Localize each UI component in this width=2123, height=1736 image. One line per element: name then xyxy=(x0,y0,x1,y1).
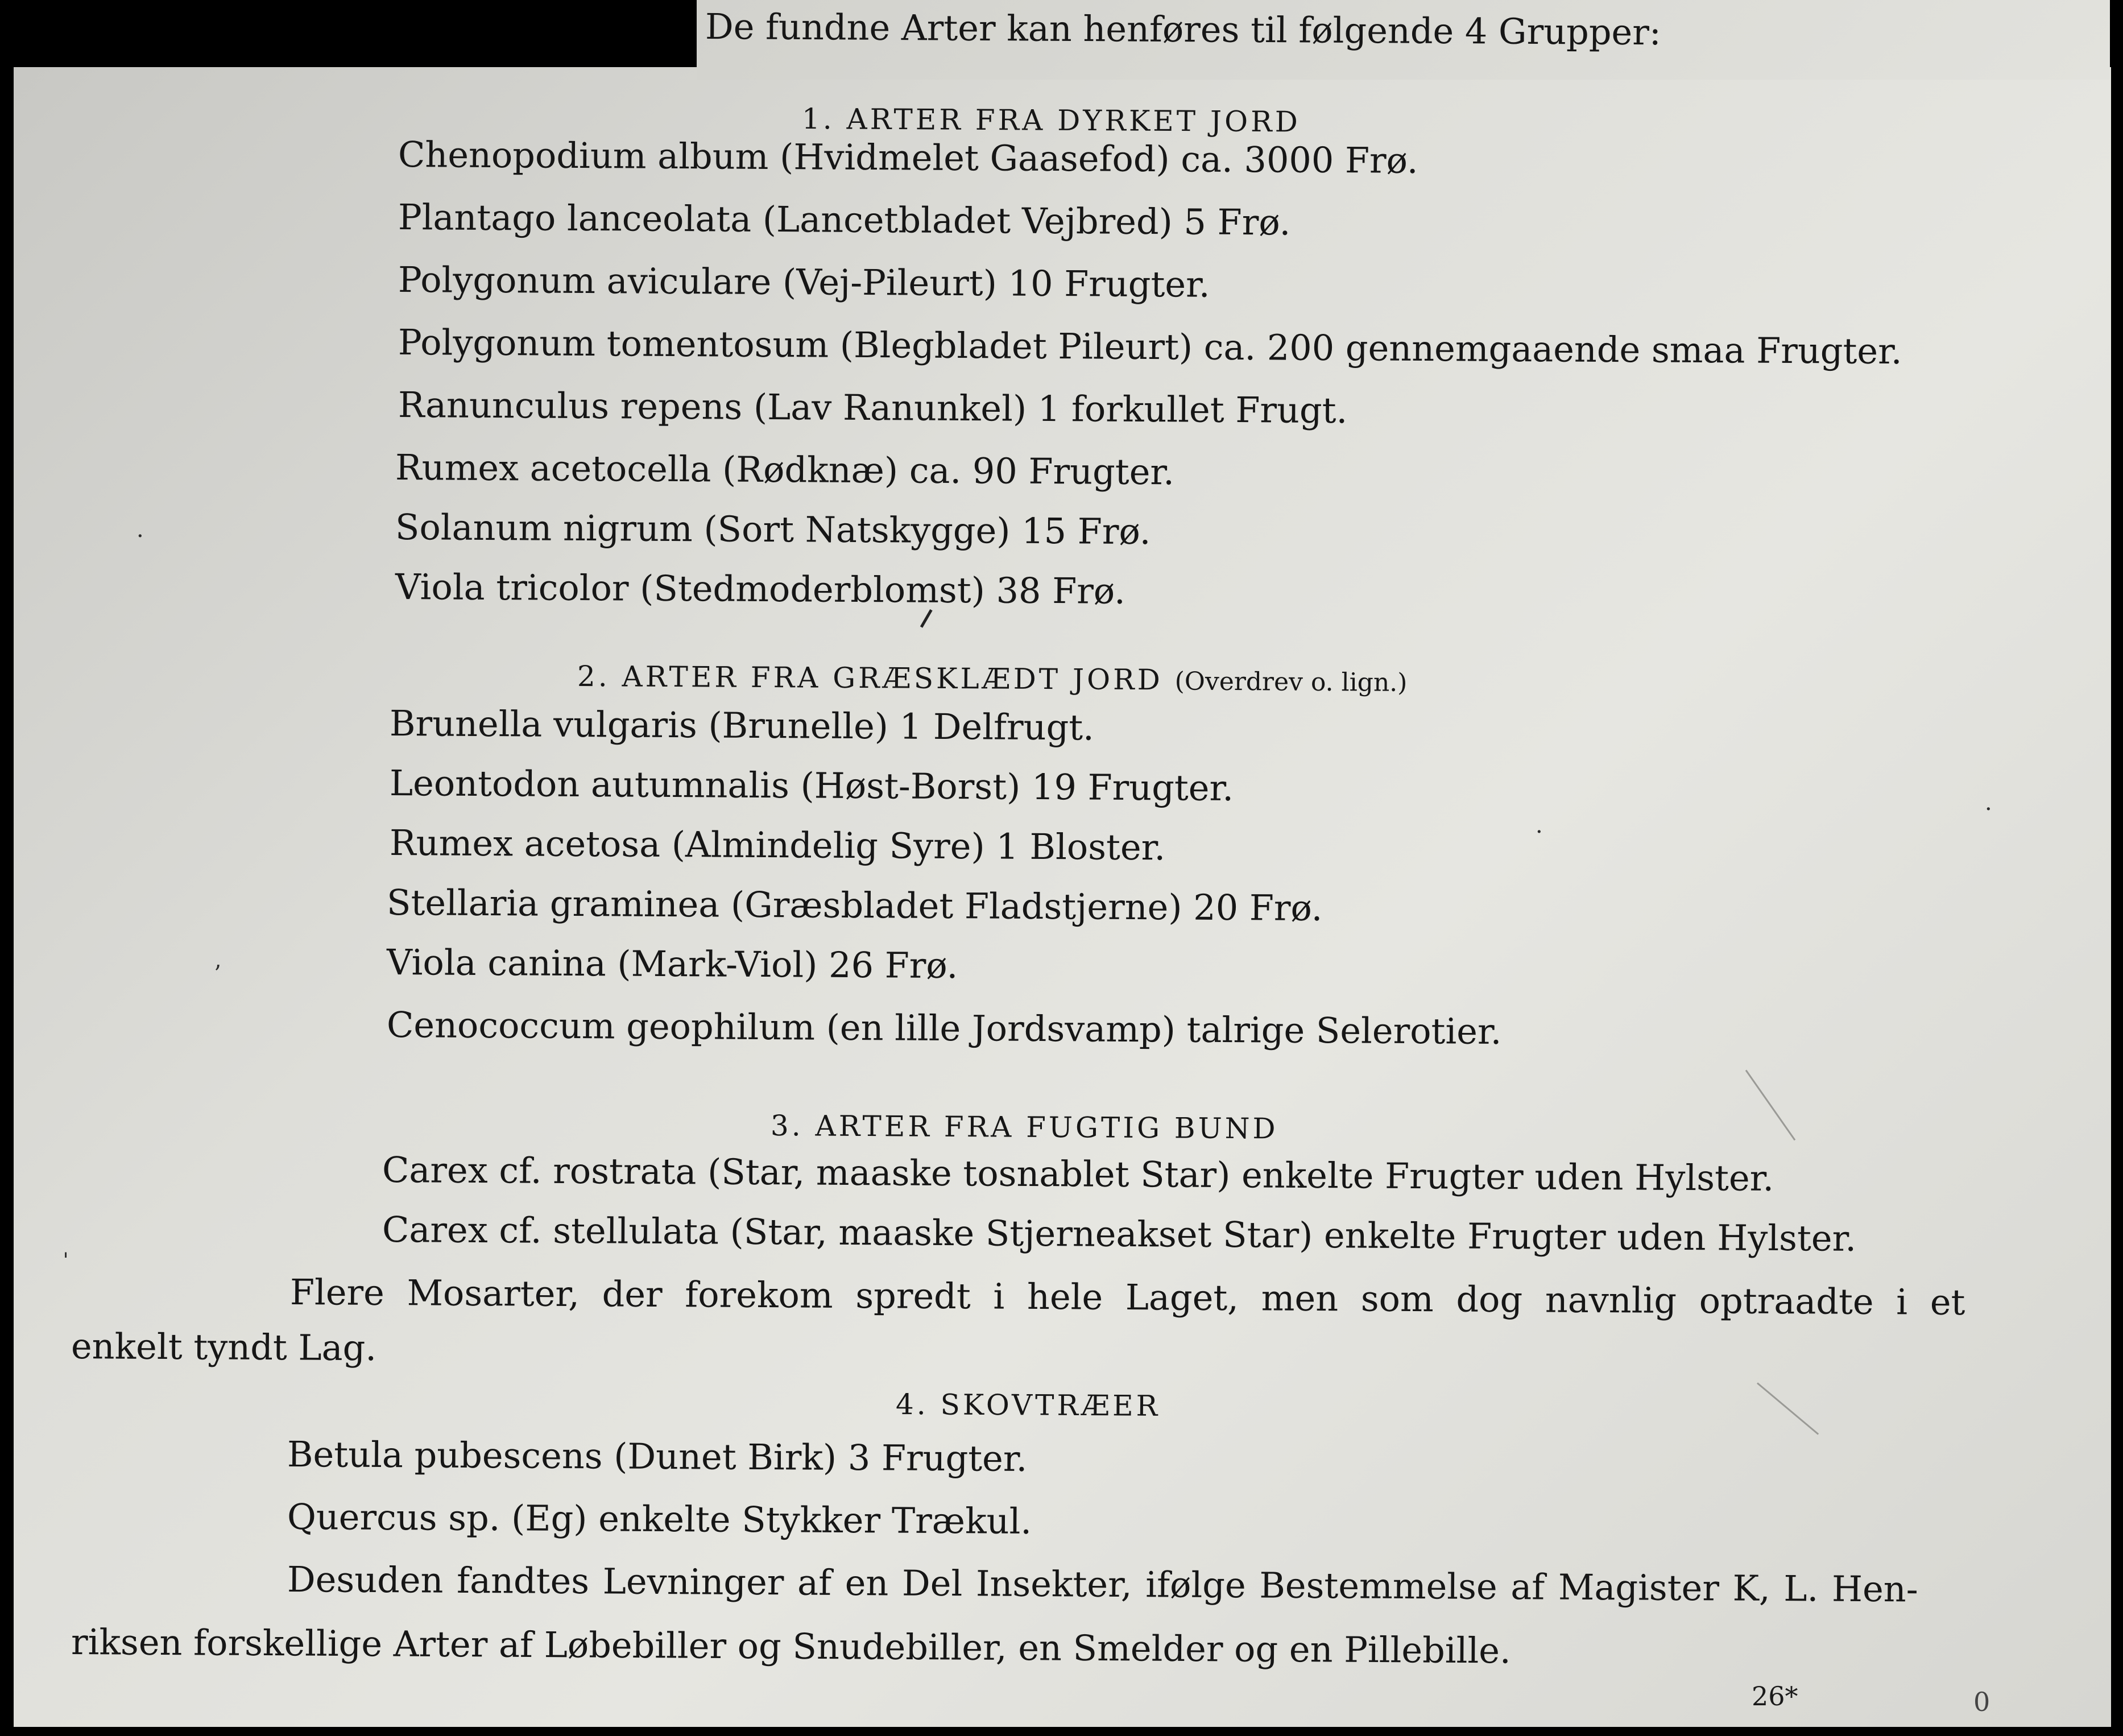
group-1-heading: 1. ARTER FRA DYRKET JORD xyxy=(801,102,1301,139)
page-number: 26* xyxy=(1752,1681,1798,1712)
group-1-item: Rumex acetocella (Rødknæ) ca. 90 Frugter. xyxy=(395,447,1175,493)
group-4-paragraph-line: Desuden fandtes Levninger af en Del Insekter, ifølge Bestemmelse af Magister K, L. Hen- xyxy=(287,1559,1918,1610)
group-3-paragraph-line: Flere Mosarter, der forekom spredt i hele Laget, men som dog navnlig optraadte i et xyxy=(289,1271,1965,1323)
group-4-item: Quercus sp. (Eg) enkelte Stykker Trækul. xyxy=(287,1496,1032,1542)
dust-speck: ˌ xyxy=(63,1234,69,1260)
group-2-item: Cenococcum geophilum (en lille Jordsvamp) talrige Selerotier. xyxy=(386,1004,1502,1052)
group-1-item: Plantago lanceolata (Lancetbladet Vejbred) 5 Frø. xyxy=(398,196,1291,243)
group-4-paragraph-line: riksen forskellige Arter af Løbebiller og Snudebiller, en Smelder og en Pillebille. xyxy=(71,1621,1511,1672)
group-2-heading-title: 2. ARTER FRA GRÆSKLÆDT JORD xyxy=(577,660,1163,697)
dust-speck: · xyxy=(1985,796,1992,822)
corner-mark: 0 xyxy=(1973,1687,1990,1717)
dust-speck: ʼ xyxy=(213,961,221,987)
group-4-heading: 4. SKOVTRÆER xyxy=(895,1388,1161,1423)
group-1-item: Viola tricolor (Stedmoderblomst) 38 Frø. xyxy=(395,566,1126,612)
group-2-item: Leontodon autumnalis (Høst-Borst) 19 Frugter. xyxy=(389,762,1234,809)
group-1-item: Polygonum aviculare (Vej-Pileurt) 10 Frugter. xyxy=(398,259,1210,305)
group-3-item: Carex cf. stellulata (Star, maaske Stjerneakset Star) enkelte Frugter uden Hylster. xyxy=(382,1209,1857,1259)
group-1-item: Solanum nigrum (Sort Natskygge) 15 Frø. xyxy=(395,506,1151,553)
group-3-paragraph-line: enkelt tyndt Lag. xyxy=(71,1325,377,1369)
intro-line: De fundne Arter kan henføres til følgende 4 Grupper: xyxy=(705,6,1661,53)
group-2-item: Brunella vulgaris (Brunelle) 1 Delfrugt. xyxy=(389,702,1095,749)
dust-speck: · xyxy=(136,523,144,549)
group-3-item: Carex cf. rostrata (Star, maaske tosnablet Star) enkelte Frugter uden Hylster. xyxy=(382,1149,1774,1199)
group-3-heading: 3. ARTER FRA FUGTIG BUND xyxy=(770,1109,1278,1146)
group-2-heading-note: (Overdrev o. lign.) xyxy=(1174,667,1408,697)
group-2-item: Rumex acetosa (Almindelig Syre) 1 Bloster. xyxy=(389,822,1166,869)
group-4-item: Betula pubescens (Dunet Birk) 3 Frugter. xyxy=(287,1433,1028,1479)
group-2-item: Stellaria graminea (Græsbladet Fladstjerne) 20 Frø. xyxy=(386,882,1323,929)
group-1-item: Chenopodium album (Hvidmelet Gaasefod) ca. 3000 Frø. xyxy=(398,134,1418,181)
group-2-item: Viola canina (Mark-Viol) 26 Frø. xyxy=(386,941,958,987)
group-2-heading xyxy=(577,660,1408,698)
group-1-item: Ranunculus repens (Lav Ranunkel) 1 forkullet Frugt. xyxy=(398,384,1348,432)
group-1-item: Polygonum tomentosum (Blegbladet Pileurt) ca. 200 gennemgaaende smaa Frugter. xyxy=(398,321,1902,373)
dust-speck: · xyxy=(1536,819,1543,845)
